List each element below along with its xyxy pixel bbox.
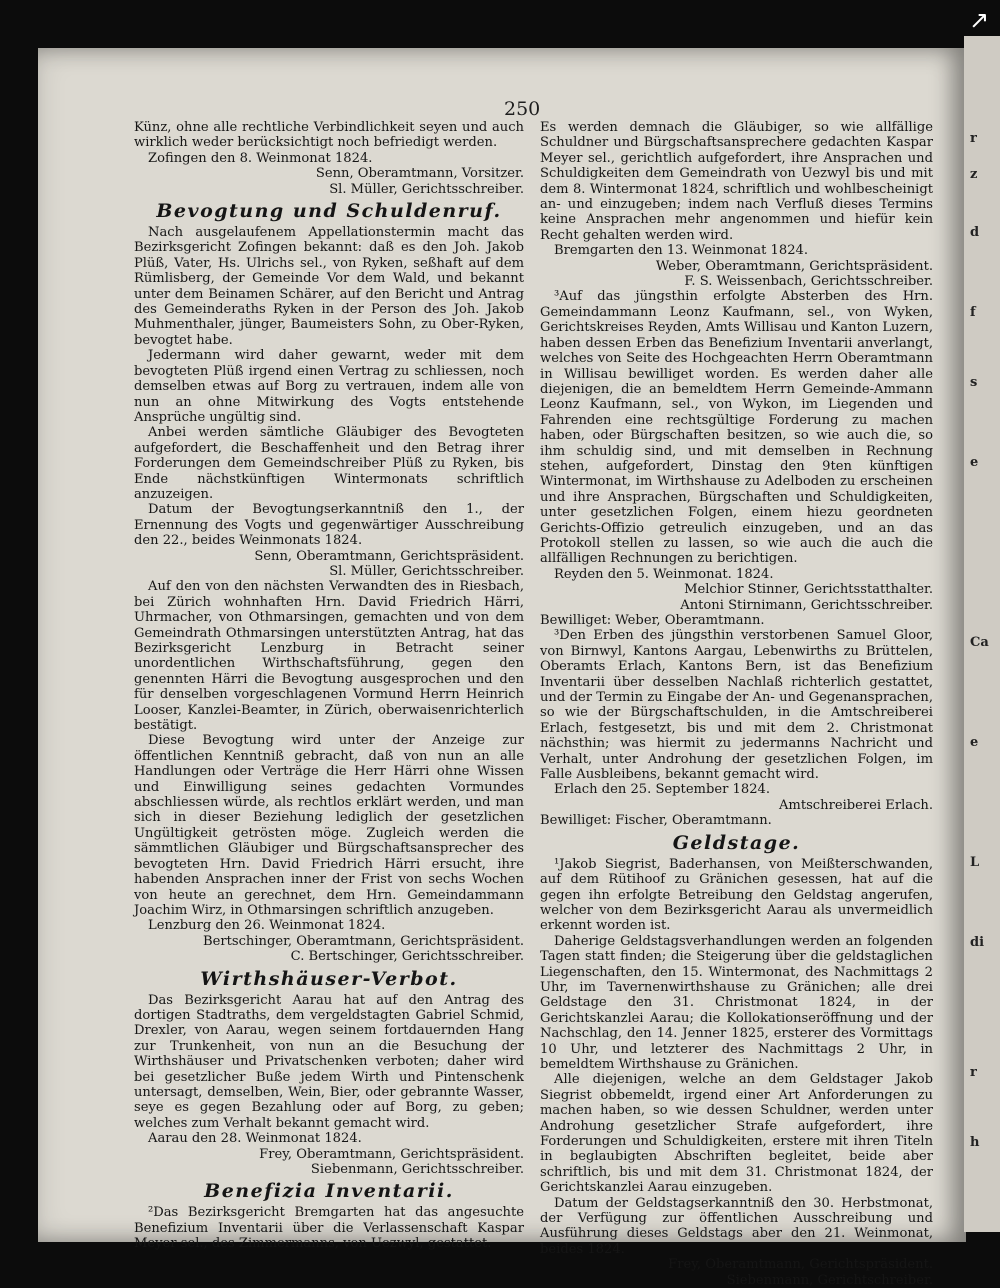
edge-mark: L bbox=[970, 855, 980, 870]
wirthshaeuser-date: Aarau den 28. Weinmonat 1824. bbox=[148, 1131, 362, 1147]
siegrist-signature-clerk: Siebenmann, Gerichtschreiber. bbox=[726, 1272, 933, 1288]
siegrist-paragraph-3: Alle diejenigen, welche an dem Geldstager Jakob Siegrist obbemeldt, irgend einer Art Anforderungen zu machen haben, so wie dessen Schuldner, werden unter Androhung gesetzlicher Strafe aufgefordert, ihre Forderungen und Schuldigkeiten, erstere mit ihren Titeln in beglaubigten Abschriften begleitet, beide aber schriftlich, bis und mit dem 31. Christmonat 1824, der Gerichtskanzlei Aarau einzugeben. bbox=[540, 1072, 933, 1196]
heading-wirthshaeuser: Wirthshäuser-Verbot. bbox=[200, 967, 458, 990]
rotate-corner-icon: ↗ bbox=[968, 6, 990, 34]
edge-mark: s bbox=[970, 375, 978, 390]
edge-mark: r bbox=[970, 131, 977, 146]
siegrist-paragraph-2: Daherige Geldstagsverhandlungen werden an folgenden Tagen statt finden; die Steigerung über die geldstaglichen Liegenschaften, den 15. Wintermonat, des Nachmittags 2 Uhr, im Tavernenwirthshause zu Gränichen; alle drei Geldstage den 31. Christmonat 1824, in der Gerichtskanzlei Aarau; die Kollokationseröffnung und der Nachschlag, den 14. Jenner 1825, ersterer des Vormittags 10 Uhr, und letzterer des Nachmittags 2 Uhr, in bemeldtem Wirthshause zu Gränichen. bbox=[540, 933, 933, 1072]
intro-signature-clerk: Sl. Müller, Gerichtsschreiber. bbox=[329, 181, 524, 197]
edge-mark: d bbox=[970, 225, 980, 240]
heading-geldstage: Geldstage. bbox=[672, 831, 801, 854]
bevogtung-paragraph-4: Datum der Bevogtungserkanntniß den 1., der Ernennung des Vogts und gegenwärtiger Ausschreibung den 22., beides Weinmonats 1824. bbox=[134, 502, 524, 549]
haerri-date: Lenzburg den 26. Weinmonat 1824. bbox=[148, 918, 386, 934]
kaufmann-signature-clerk: Antoni Stirnimann, Gerichtsschreiber. bbox=[680, 597, 933, 613]
meyer-paragraph: Es werden demnach die Gläubiger, so wie allfällige Schuldner und Bürgschaftsansprechere gedachten Kaspar Meyer sel., gerichtlich aufgefordert, ihre Ansprachen und Schuldigkeiten dem Gemeindrath von Uezwyl bis und mit dem 8. Wintermonat 1824, schriftlich und wohlbescheinigt an- und einzugeben; indem nach Verfluß dieses Termins keine Ansprachen mehr angenommen und hiefür kein Recht gehalten werden wird. bbox=[540, 120, 933, 243]
wirthshaeuser-signature-clerk: Siebenmann, Gerichtsschreiber. bbox=[310, 1162, 524, 1177]
haerri-signature-clerk: C. Bertschinger, Gerichtsschreiber. bbox=[290, 949, 524, 965]
right-column bbox=[540, 120, 933, 1288]
wirthshaeuser-paragraph: Das Bezirksgericht Aarau hat auf den Antrag des dortigen Stadtraths, dem vergeldstagten Gabriel Schmid, Drexler, von Aarau, wegen seinem fortdauernden Hang zur Trunkenheit, von nun an die Besuchung der Wirthshäuser und Privatschenken verboten; daher wird bei gesetzlicher Buße jedem Wirth und Pintenschenk untersagt, demselben, Wein, Bier, oder gebrannte Wasser, seye es gegen Bezahlung oder auf Borg, zu geben; welches zum Verhalt bekannt gemacht wird. bbox=[134, 992, 524, 1131]
haerri-paragraph-1: Auf den von den nächsten Verwandten des in Riesbach, bei Zürich wohnhaften Hrn. David Friedrich Härri, Uhrmacher, von Othmarsingen, gemachten und von dem Gemeindrath Othmarsingen unterstützten Antrag, hat das Bezirksgericht Lenzburg in Betracht seiner unordentlichen Wirthschaftsführung, gegen den genennten Härri die Bevogtung ausgesprochen und den für denselben vorgeschlagenen Vormund Herrn Heinrich Looser, Kanzlei-Beamter, in Zürich, oberwaisenrichterlich bestätigt. bbox=[134, 579, 524, 734]
bevogtung-paragraph-3: Anbei werden sämtliche Gläubiger des Bevogteten aufgefordert, die Beschaffenheit und den Betrag ihrer Forderungen dem Gemeindschreiber Plüß zu Ryken, bis Ende nächstkünftigen Wintermonats schriftlich anzuzeigen. bbox=[134, 425, 524, 502]
left-column bbox=[134, 120, 524, 1252]
heading-benefizia: Benefizia Inventarii. bbox=[204, 1180, 454, 1203]
wirthshaeuser-signature-president: Frey, Oberamtmann, Gerichtspräsident. bbox=[259, 1146, 524, 1162]
kaufmann-approval: Bewilliget: Weber, Oberamtmann. bbox=[540, 613, 765, 628]
gloor-signature-office: Amtschreiberei Erlach. bbox=[778, 797, 933, 813]
siegrist-paragraph-4: Datum der Geldstagserkanntniß den 30. Herbstmonat, der Verfügung zur öffentlichen Ausschreibung und Ausführung dieses Geldstags aber den 21. Weinmonat, beides 1824. bbox=[540, 1195, 933, 1257]
adjacent-page-edge bbox=[964, 36, 1000, 1232]
kaufmann-signature-statthalter: Melchior Stinner, Gerichtsstatthalter. bbox=[684, 582, 933, 598]
intro-paragraph: Künz, ohne alle rechtliche Verbindlichkeit seyen und auch wirklich weder berücksichtigt noch befriedigt werden. bbox=[134, 120, 524, 151]
meyer-date: Bremgarten den 13. Weinmonat 1824. bbox=[554, 243, 809, 259]
haerri-signature-president: Bertschinger, Oberamtmann, Gerichtspräsident. bbox=[202, 933, 524, 949]
edge-mark: Ca bbox=[970, 635, 989, 650]
edge-mark: e bbox=[970, 455, 979, 470]
bevogtung-paragraph-2: Jedermann wird daher gewarnt, weder mit dem bevogteten Plüß irgend einen Vertrag zu schliessen, noch demselben etwas auf Borg zu vertrauen, indem alle von nun an ohne Mitwirkung des Vogts entstehende Ansprüche ungültig sind. bbox=[134, 348, 524, 425]
gloor-date: Erlach den 25. September 1824. bbox=[554, 782, 771, 798]
edge-mark: f bbox=[970, 305, 976, 320]
bevogtung-paragraph-1: Nach ausgelaufenem Appellationstermin macht das Bezirksgericht Zofingen bekannt: daß es den Joh. Jakob Plüß, Vater, Hs. Ulrichs sel., von Ryken, seßhaft auf dem Rümlisberg, der Gemeinde Vor dem Wald, und bekannt unter dem Beinamen Schärer, auf den Bericht und Antrag des Gemeinderaths Ryken in der Person des Joh. Jakob Muhmenthaler, jünger, Baumeisters Sohn, zu Ober-Ryken, bevogtet habe. bbox=[134, 225, 524, 348]
edge-mark: di bbox=[970, 935, 985, 950]
kaufmann-date: Reyden den 5. Weinmonat. 1824. bbox=[554, 566, 774, 582]
heading-bevogtung: Bevogtung und Schuldenruf. bbox=[156, 200, 502, 223]
gloor-paragraph: ³Den Erben des jüngsthin verstorbenen Samuel Gloor, von Birnwyl, Kantons Aargau, Lebenwirths zu Brüttelen, Oberamts Erlach, Kantons Bern, ist das Benefizium Inventarii über desselben Nachlaß richterlich gestattet, und der Termin zu Eingabe der An- und Gegenansprachen, so wie der Bürgschaftschulden, in die Amtschreiberei Erlach, festgesetzt, bis und mit dem 2. Christmonat nächsthin; was hiermit zu jedermanns Nachricht und Verhalt, unter Androhung der gesetzlichen Folgen, im Falle Ausbleibens, bekannt gemacht wird. bbox=[540, 628, 933, 783]
page-number: 250 bbox=[504, 98, 541, 120]
edge-mark: z bbox=[970, 167, 978, 182]
siegrist-paragraph-1: ¹Jakob Siegrist, Baderhansen, von Meißterschwanden, auf dem Rütihoof zu Gränichen gesessen, hat auf die gegen ihn erfolgte Betreibung den Geldstag angerufen, welcher von dem Bezirksgericht Aarau als unvermeidlich erkennt worden ist. bbox=[540, 856, 933, 934]
meyer-signature-clerk: F. S. Weissenbach, Gerichtsschreiber. bbox=[684, 274, 933, 290]
bevogtung-signature-clerk: Sl. Müller, Gerichtsschreiber. bbox=[329, 563, 524, 579]
intro-signature-chair: Senn, Oberamtmann, Vorsitzer. bbox=[315, 166, 524, 182]
meyer-signature-president: Weber, Oberamtmann, Gerichtspräsident. bbox=[655, 258, 933, 274]
edge-mark: e bbox=[970, 735, 979, 750]
siegrist-signature-president: Frey, Oberamtmann, Gerichtspräsident. bbox=[668, 1257, 933, 1273]
haerri-paragraph-2: Diese Bevogtung wird unter der Anzeige zur öffentlichen Kenntniß gebracht, daß von nun an alle Handlungen oder Verträge die Herr Härri ohne Wissen und Einwilligung seines gedachten Vormundes abschliessen würde, als rechtlos erklärt werden, und man sich in dieser Beziehung lediglich der gesetzlichen Ungültigkeit getrösten möge. Zugleich werden die sämmtlichen Gläubiger und Bürgschaftsansprecher des bevogteten Hrn. David Friedrich Härri ersucht, ihre habenden Ansprachen inner der Frist von sechs Wochen von heute an gerechnet, dem Hrn. Gemeindammann Joachim Wirz, in Othmarsingen schriftlich anzugeben. bbox=[134, 733, 524, 918]
intro-date: Zofingen den 8. Weinmonat 1824. bbox=[148, 150, 373, 166]
edge-mark: h bbox=[970, 1135, 980, 1150]
benefizia-paragraph: ²Das Bezirksgericht Bremgarten hat das angesuchte Benefizium Inventarii über die Verlassenschaft Kaspar Meyer sel., des Zimmermanns, von Uezwyl, gestattet. bbox=[134, 1205, 524, 1252]
bevogtung-signature-president: Senn, Oberamtmann, Gerichtspräsident. bbox=[254, 548, 524, 564]
kaufmann-paragraph: ³Auf das jüngsthin erfolgte Absterben des Hrn. Gemeindammann Leonz Kaufmann, sel., von Wyken, Gerichtskreises Reyden, Amts Willisau und Kanton Luzern, haben dessen Erben das Benefizium Inventarii anverlangt, welches von Seite des Hochgeachten Herrn Oberamtmann in Willisau bewilliget worden. Es werden daher alle diejenigen, die an bemeldtem Herrn Gemeinde-Ammann Leonz Kaufmann, sel., von Wykon, im Liegenden und Fahrenden eine rechtsgültige Forderung zu machen haben, oder Bürgschaften besitzen, so wie auch die, so ihm schuldig sind, und mit demselben in Rechnung stehen, aufgefordert, Dinstag den 9ten künftigen Wintermonat, im Wirthshause zu Adelboden zu erscheinen und ihre Ansprachen, Bürgschaften und Schuldigkeiten, unter gesetzlichen Folgen, einem hiezu geordneten Gerichts-Offizio getreulich einzugeben, und an das Protokoll stellen zu lassen, so wie auch die auch die allfälligen Rechnungen zu berichtigen. bbox=[540, 289, 933, 567]
gloor-approval: Bewilliget: Fischer, Oberamtmann. bbox=[540, 813, 772, 829]
edge-mark: r bbox=[970, 1065, 977, 1080]
